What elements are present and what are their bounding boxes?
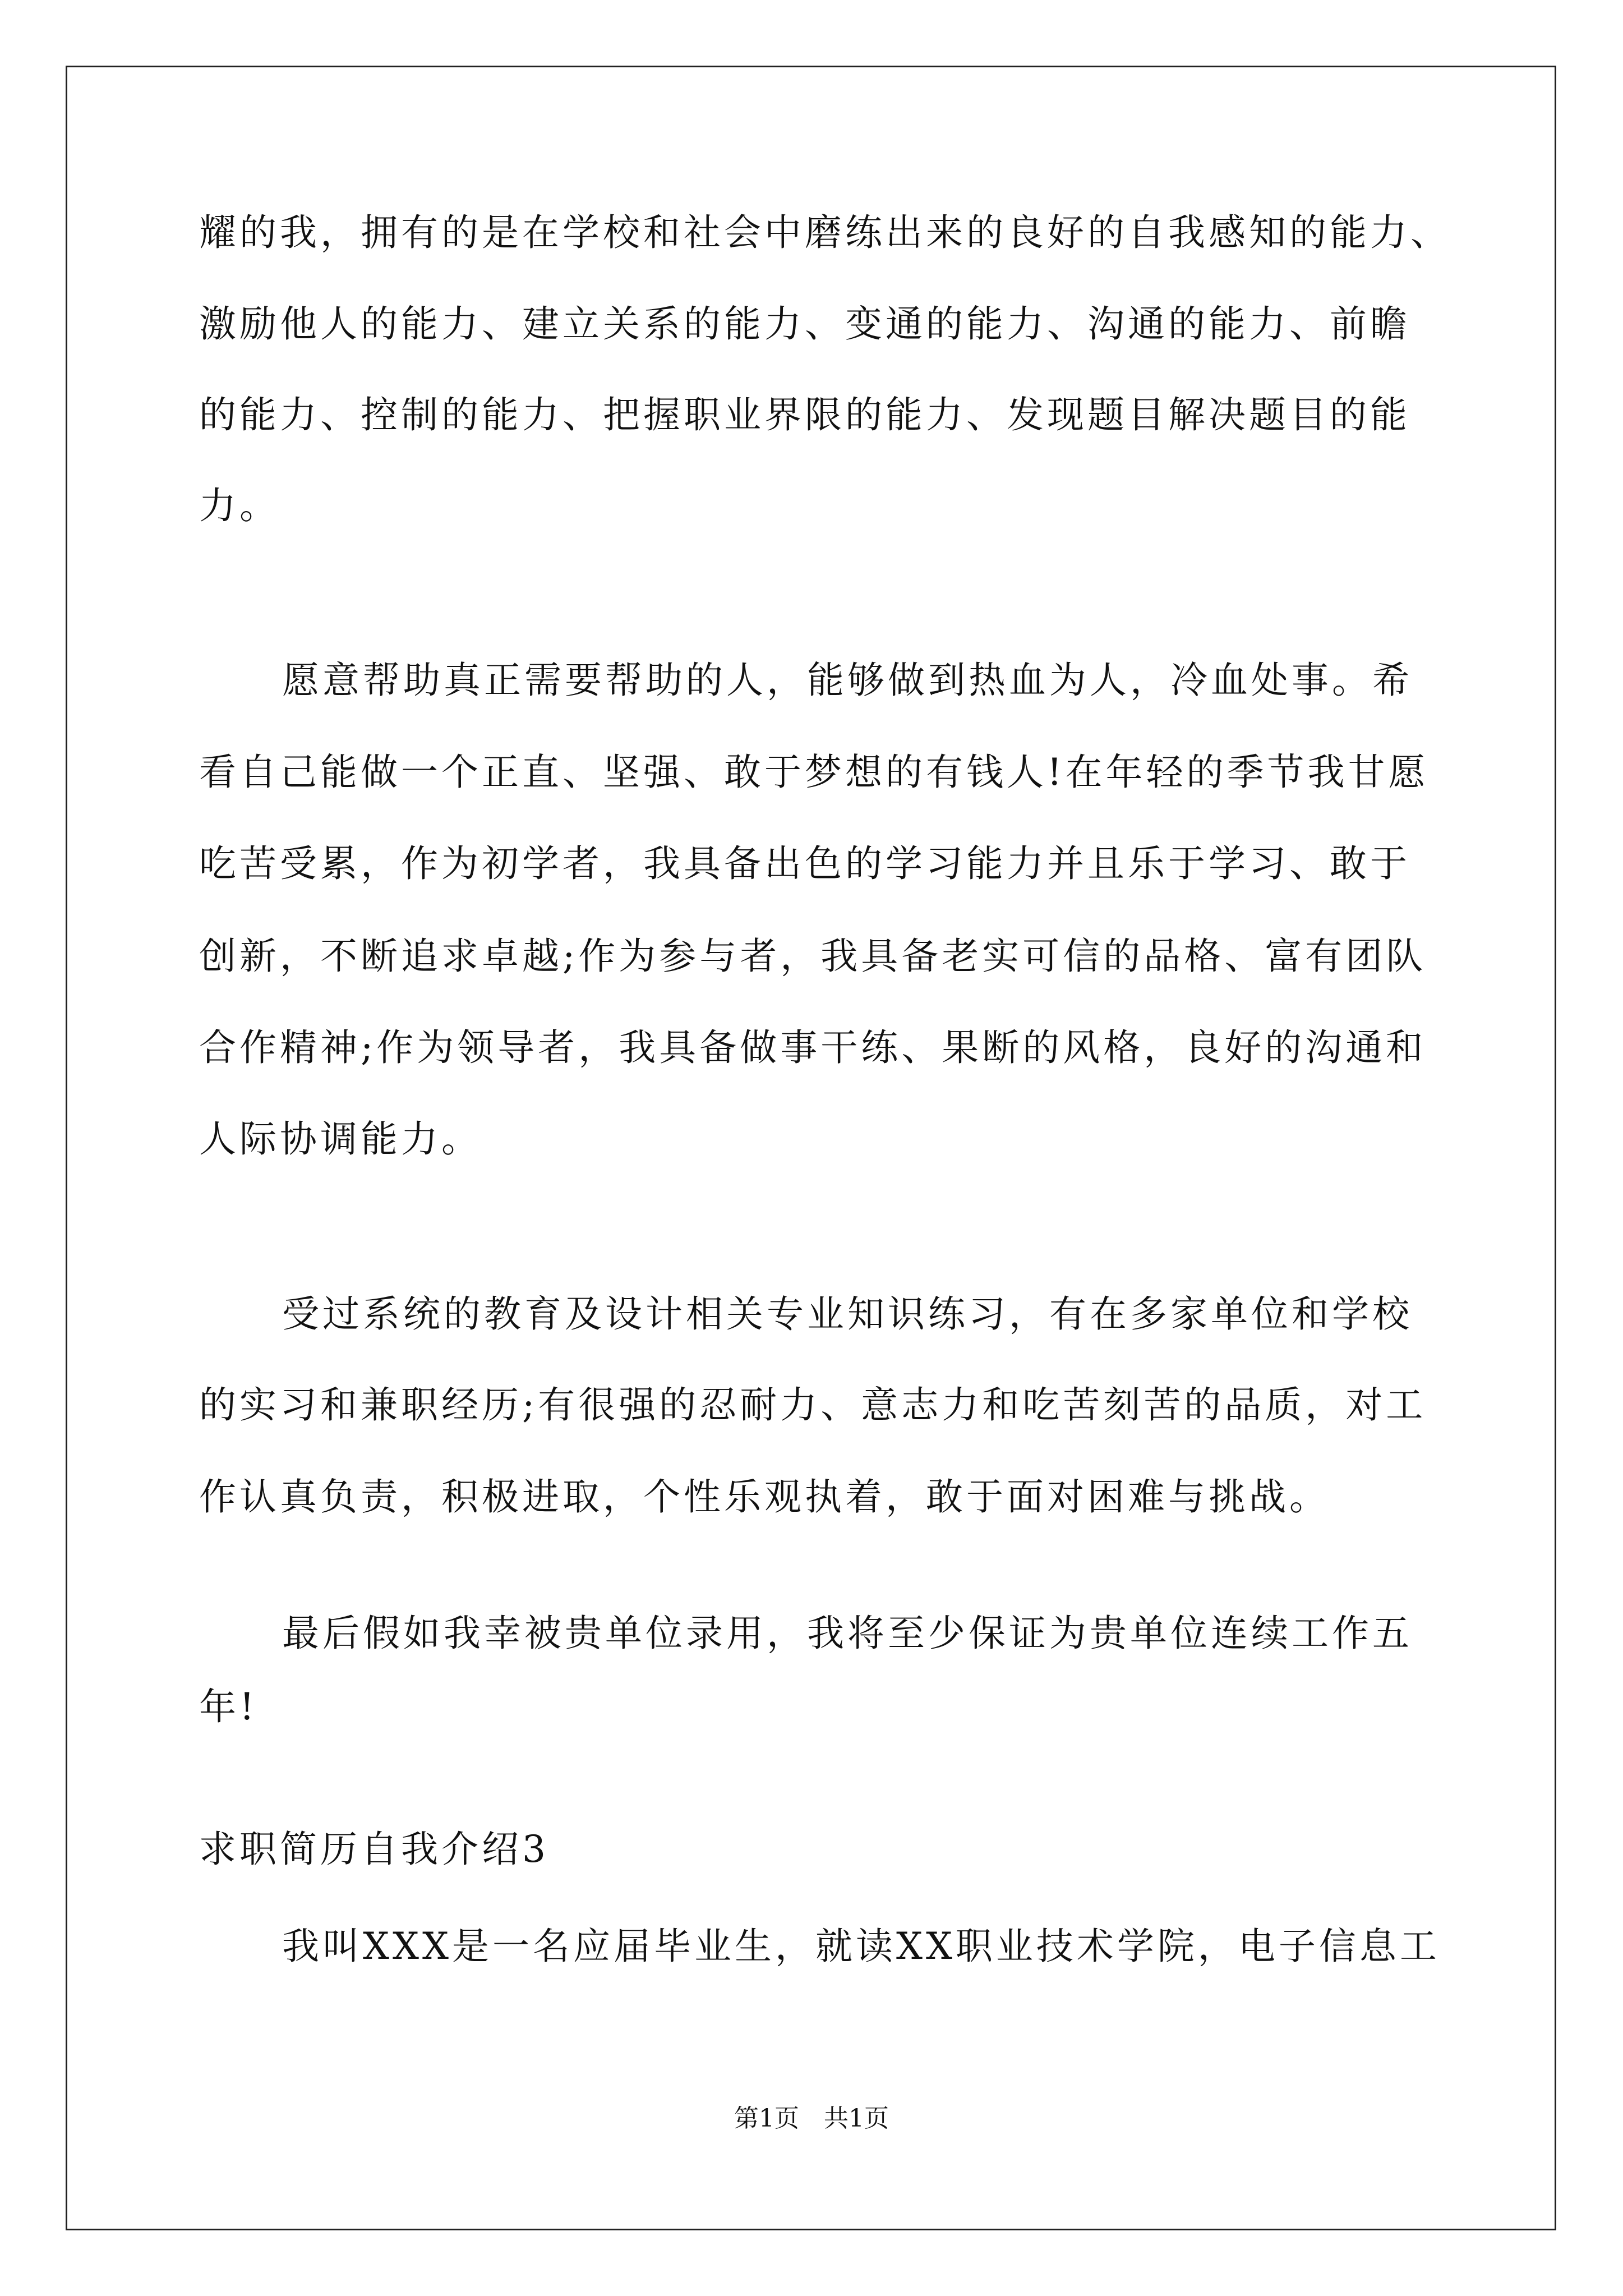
paragraph-1-line-3: 的能力、控制的能力、把握职业界限的能力、发现题目解决题目的能 [199, 393, 1410, 436]
paragraph-5-line-1: 我叫XXX是一名应届毕业生，就读XX职业技术学院，电子信息工 [282, 1925, 1440, 1968]
paragraph-2-line-5: 合作精神;作为领导者，我具备做事干练、果断的风格，良好的沟通和 [199, 1026, 1427, 1069]
paragraph-3-line-2: 的实习和兼职经历;有很强的忍耐力、意志力和吃苦刻苦的品质，对工 [199, 1383, 1427, 1427]
section-heading: 求职简历自我介绍3 [199, 1828, 549, 1871]
paragraph-2-line-2: 看自己能做一个正直、坚强、敢于梦想的有钱人!在年轻的季节我甘愿 [199, 751, 1429, 794]
paragraph-3-line-1: 受过系统的教育及设计相关专业知识练习，有在多家单位和学校 [282, 1292, 1413, 1336]
paragraph-2-line-3: 吃苦受累，作为初学者，我具备出色的学习能力并且乐于学习、敢于 [199, 842, 1410, 885]
paragraph-3-line-3: 作认真负责，积极进取，个性乐观执着，敢于面对困难与挑战。 [199, 1475, 1330, 1519]
page-number-footer: 第1页 共1页 [734, 2104, 889, 2133]
paragraph-2-line-6: 人际协调能力。 [199, 1117, 482, 1161]
paragraph-1-line-1: 耀的我，拥有的是在学校和社会中磨练出来的良好的自我感知的能力、 [199, 211, 1451, 254]
paragraph-1-line-4: 力。 [199, 484, 280, 527]
paragraph-2-line-1: 愿意帮助真正需要帮助的人，能够做到热血为人，冷血处事。希 [282, 659, 1413, 702]
paragraph-1-line-2: 激励他人的能力、建立关系的能力、变通的能力、沟通的能力、前瞻 [199, 302, 1410, 346]
paragraph-4-line-2: 年! [199, 1685, 258, 1728]
paragraph-4-line-1: 最后假如我幸被贵单位录用，我将至少保证为贵单位连续工作五 [282, 1612, 1413, 1655]
paragraph-2-line-4: 创新，不断追求卓越;作为参与者，我具备老实可信的品格、富有团队 [199, 935, 1427, 978]
